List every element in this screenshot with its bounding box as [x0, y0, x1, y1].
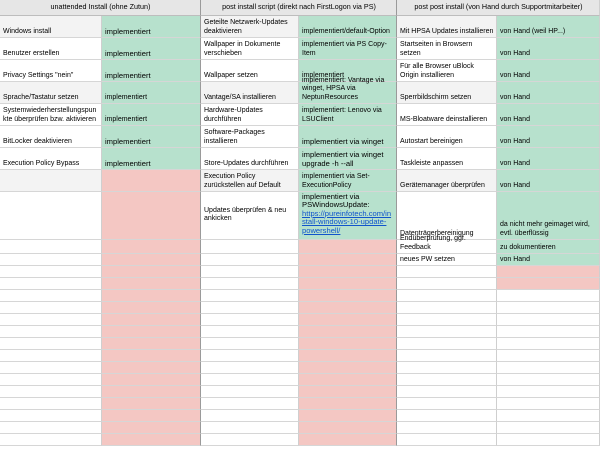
cell-r8-c3[interactable]: Execution Policy zurückstellen auf Default: [201, 170, 299, 192]
empty-cell[interactable]: [397, 338, 497, 350]
empty-cell[interactable]: [0, 422, 102, 434]
cell-r10-c6[interactable]: zu dokumentieren: [497, 240, 600, 254]
cell-r11-c5[interactable]: neues PW setzen: [397, 254, 497, 266]
empty-cell[interactable]: [0, 350, 102, 362]
empty-cell[interactable]: [102, 350, 201, 362]
empty-cell[interactable]: [299, 362, 397, 374]
empty-cell[interactable]: [397, 326, 497, 338]
empty-cell[interactable]: [299, 410, 397, 422]
empty-cell[interactable]: [397, 290, 497, 302]
cell-r2-c3[interactable]: Wallpaper in Dokumente verschieben: [201, 38, 299, 60]
empty-cell[interactable]: [497, 302, 600, 314]
cell-r6-c4[interactable]: implementiert via winget: [299, 126, 397, 148]
empty-cell[interactable]: [102, 374, 201, 386]
empty-cell[interactable]: [299, 386, 397, 398]
empty-cell[interactable]: [102, 362, 201, 374]
cell-r8-c6[interactable]: von Hand: [497, 170, 600, 192]
empty-cell[interactable]: [299, 350, 397, 362]
cell-r8-c1[interactable]: [0, 170, 102, 192]
empty-cell[interactable]: [201, 290, 299, 302]
empty-cell[interactable]: [497, 266, 600, 278]
empty-cell[interactable]: [299, 278, 397, 290]
cell-r11-c4[interactable]: [299, 254, 397, 266]
cell-r3-c5[interactable]: Für alle Browser uBlock Origin installieren: [397, 60, 497, 82]
empty-cell[interactable]: [299, 326, 397, 338]
empty-cell[interactable]: [102, 422, 201, 434]
empty-cell[interactable]: [397, 266, 497, 278]
cell-r6-c3[interactable]: Software-Packages installieren: [201, 126, 299, 148]
cell-r2-c1[interactable]: Benutzer erstellen: [0, 38, 102, 60]
cell-r10-c4[interactable]: [299, 240, 397, 254]
column-header-3[interactable]: post post install (von Hand durch Supportmitarbeiter): [397, 0, 600, 16]
empty-cell[interactable]: [201, 350, 299, 362]
empty-cell[interactable]: [497, 278, 600, 290]
empty-cell[interactable]: [201, 398, 299, 410]
cell-r9-c6[interactable]: da nicht mehr geimaget wird, evtl. überflüssig: [497, 192, 600, 240]
empty-cell[interactable]: [0, 290, 102, 302]
empty-cell[interactable]: [201, 434, 299, 446]
empty-cell[interactable]: [201, 410, 299, 422]
cell-r11-c6[interactable]: von Hand: [497, 254, 600, 266]
cell-r9-c3[interactable]: Updates überprüfen & neu ankicken: [201, 192, 299, 240]
cell-r7-c1[interactable]: Execution Policy Bypass: [0, 148, 102, 170]
cell-r1-c2[interactable]: implementiert: [102, 16, 201, 38]
cell-r5-c4[interactable]: implementiert: Lenovo via LSUClient: [299, 104, 397, 126]
cell-r11-c2[interactable]: [102, 254, 201, 266]
empty-cell[interactable]: [201, 374, 299, 386]
empty-cell[interactable]: [299, 314, 397, 326]
cell-r3-c6[interactable]: von Hand: [497, 60, 600, 82]
cell-r4-c5[interactable]: Sperrbildschirm setzen: [397, 82, 497, 104]
empty-cell[interactable]: [201, 266, 299, 278]
empty-cell[interactable]: [0, 278, 102, 290]
empty-cell[interactable]: [497, 398, 600, 410]
empty-cell[interactable]: [497, 314, 600, 326]
empty-cell[interactable]: [201, 314, 299, 326]
cell-r5-c6[interactable]: von Hand: [497, 104, 600, 126]
cell-r8-c5[interactable]: Gerätemanager überprüfen: [397, 170, 497, 192]
empty-cell[interactable]: [397, 374, 497, 386]
cell-r8-c2[interactable]: [102, 170, 201, 192]
empty-cell[interactable]: [497, 290, 600, 302]
empty-cell[interactable]: [397, 278, 497, 290]
empty-cell[interactable]: [497, 374, 600, 386]
empty-cell[interactable]: [102, 266, 201, 278]
empty-cell[interactable]: [201, 278, 299, 290]
empty-cell[interactable]: [201, 422, 299, 434]
cell-r2-c6[interactable]: von Hand: [497, 38, 600, 60]
cell-r9-c5[interactable]: Datenträgerbereinigung: [397, 192, 497, 240]
cell-r1-c6[interactable]: von Hand (weil HP...): [497, 16, 600, 38]
empty-cell[interactable]: [0, 434, 102, 446]
cell-r5-c2[interactable]: implementiert: [102, 104, 201, 126]
cell-r5-c3[interactable]: Hardware-Updates durchführen: [201, 104, 299, 126]
empty-cell[interactable]: [497, 326, 600, 338]
empty-cell[interactable]: [0, 314, 102, 326]
empty-cell[interactable]: [102, 302, 201, 314]
pureinfotech-link[interactable]: https://pureinfotech.com/install-windows-10-update-powershell/: [302, 208, 392, 235]
cell-r6-c2[interactable]: implementiert: [102, 126, 201, 148]
empty-cell[interactable]: [102, 290, 201, 302]
cell-r4-c4[interactable]: winget, HPSA via NeptunResources: [299, 82, 397, 104]
cell-r5-c5[interactable]: MS-Bloatware deinstallieren: [397, 104, 497, 126]
empty-cell[interactable]: [201, 362, 299, 374]
cell-r7-c3[interactable]: Store-Updates durchführen: [201, 148, 299, 170]
column-header-2[interactable]: post install script (direkt nach FirstLogon via PS): [201, 0, 397, 16]
empty-cell[interactable]: [102, 314, 201, 326]
cell-r6-c1[interactable]: BitLocker deaktivieren: [0, 126, 102, 148]
empty-cell[interactable]: [102, 434, 201, 446]
cell-r1-c1[interactable]: Windows install: [0, 16, 102, 38]
cell-r8-c4[interactable]: implementiert via Set-ExecutionPolicy: [299, 170, 397, 192]
cell-r4-c6[interactable]: von Hand: [497, 82, 600, 104]
empty-cell[interactable]: [299, 398, 397, 410]
cell-r7-c4[interactable]: implementiert via winget upgrade -h --all: [299, 148, 397, 170]
empty-cell[interactable]: [102, 386, 201, 398]
empty-cell[interactable]: [397, 314, 497, 326]
cell-r9-c4[interactable]: [299, 192, 397, 240]
cell-r11-c3[interactable]: [201, 254, 299, 266]
empty-cell[interactable]: [0, 374, 102, 386]
empty-cell[interactable]: [497, 410, 600, 422]
cell-r4-c2[interactable]: implementiert: [102, 82, 201, 104]
empty-cell[interactable]: [397, 410, 497, 422]
empty-cell[interactable]: [299, 290, 397, 302]
cell-r6-c6[interactable]: von Hand: [497, 126, 600, 148]
empty-cell[interactable]: [0, 266, 102, 278]
cell-r9-c1[interactable]: [0, 192, 102, 240]
cell-r7-c5[interactable]: Taskleiste anpassen: [397, 148, 497, 170]
empty-cell[interactable]: [0, 386, 102, 398]
empty-cell[interactable]: [201, 302, 299, 314]
empty-cell[interactable]: [397, 422, 497, 434]
cell-r3-c1[interactable]: Privacy Settings "nein": [0, 60, 102, 82]
empty-cell[interactable]: [497, 434, 600, 446]
cell-r1-c3[interactable]: Geteilte Netzwerk-Updates deaktivieren: [201, 16, 299, 38]
empty-cell[interactable]: [397, 302, 497, 314]
cell-r2-c4[interactable]: implementiert via PS Copy-Item: [299, 38, 397, 60]
empty-cell[interactable]: [397, 350, 497, 362]
cell-r4-c1[interactable]: Sprache/Tastatur setzen: [0, 82, 102, 104]
cell-r3-c3[interactable]: Wallpaper setzen: [201, 60, 299, 82]
cell-r2-c2[interactable]: implementiert: [102, 38, 201, 60]
cell-r5-c1[interactable]: Systemwiederherstellungspunkte überprüfen bzw. aktivieren: [0, 104, 102, 126]
cell-text: implementiert via PSWindowsUpdate:: [302, 192, 370, 210]
cell-r3-c2[interactable]: implementiert: [102, 60, 201, 82]
empty-cell[interactable]: [299, 434, 397, 446]
cell-r10-c5[interactable]: Feedback: [397, 240, 497, 254]
empty-cell[interactable]: [497, 386, 600, 398]
cell-r2-c5[interactable]: Startseiten in Browsern setzen: [397, 38, 497, 60]
cell-r6-c5[interactable]: Autostart bereinigen: [397, 126, 497, 148]
empty-cell[interactable]: [397, 398, 497, 410]
empty-cell[interactable]: [0, 338, 102, 350]
empty-cell[interactable]: [299, 338, 397, 350]
cell-r10-c2[interactable]: [102, 240, 201, 254]
empty-cell[interactable]: [397, 386, 497, 398]
cell-r1-c5[interactable]: Mit HPSA Updates installieren: [397, 16, 497, 38]
cell-r11-c1[interactable]: [0, 254, 102, 266]
cell-r7-c6[interactable]: von Hand: [497, 148, 600, 170]
empty-cell[interactable]: [299, 302, 397, 314]
cell-r9-c2[interactable]: [102, 192, 201, 240]
cell-r10-c3[interactable]: [201, 240, 299, 254]
cell-r3-c4[interactable]: implementiert: [299, 60, 397, 82]
empty-cell[interactable]: [497, 350, 600, 362]
empty-cell[interactable]: [397, 362, 497, 374]
empty-cell[interactable]: [0, 326, 102, 338]
empty-cell[interactable]: [497, 422, 600, 434]
empty-cell[interactable]: [497, 362, 600, 374]
empty-cell[interactable]: [299, 422, 397, 434]
empty-cell[interactable]: [102, 278, 201, 290]
cell-r10-c1[interactable]: [0, 240, 102, 254]
empty-cell[interactable]: [299, 374, 397, 386]
empty-cell[interactable]: [397, 434, 497, 446]
empty-cell[interactable]: [201, 338, 299, 350]
empty-cell[interactable]: [0, 410, 102, 422]
cell-r1-c4[interactable]: implementiert/default-Option: [299, 16, 397, 38]
empty-cell[interactable]: [299, 266, 397, 278]
empty-cell[interactable]: [201, 386, 299, 398]
empty-cell[interactable]: [102, 398, 201, 410]
empty-cell[interactable]: [0, 362, 102, 374]
column-header-1[interactable]: unattended Install (ohne Zutun): [0, 0, 201, 16]
empty-cell[interactable]: [497, 338, 600, 350]
cell-r4-c3[interactable]: Vantage/SA installieren: [201, 82, 299, 104]
empty-cell[interactable]: [0, 302, 102, 314]
empty-cell[interactable]: [102, 326, 201, 338]
empty-cell[interactable]: [0, 398, 102, 410]
empty-cell[interactable]: [102, 410, 201, 422]
cell-r7-c2[interactable]: implementiert: [102, 148, 201, 170]
empty-cell[interactable]: [201, 326, 299, 338]
empty-cell[interactable]: [102, 338, 201, 350]
